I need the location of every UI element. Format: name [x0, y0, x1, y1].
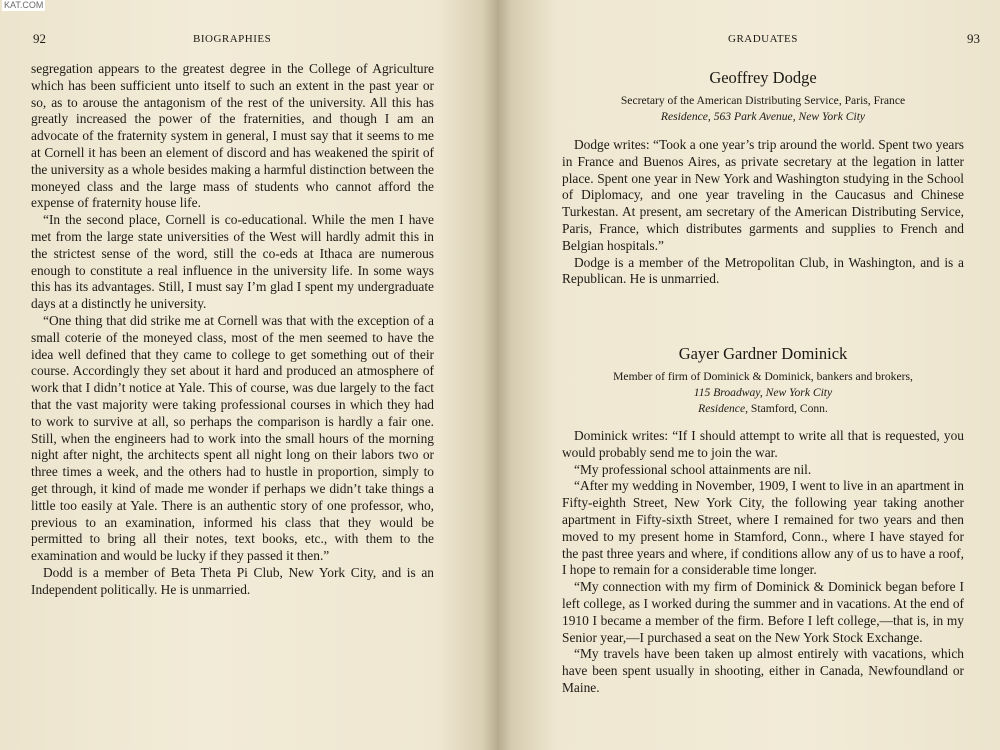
entry-occupation: Member of firm of Dominick & Dominick, bankers and brokers, — [613, 370, 913, 383]
entry-address: 115 Broadway, New York City — [693, 386, 833, 399]
entry-body — [562, 428, 964, 697]
left-page — [0, 0, 497, 750]
paragraph: Dodge writes: “Took a one year’s trip around the world. Spent two years in France and Buenos Aires, as private secretary at the legation in latter place. Spent one year in New York and Washington studying in the School of Diplomacy, and one year traveling in the Caucasus and Chinese Turkestan. At present, am secretary of the American Distributing Service, Paris, France, which distributes garments and supplies to French and Belgian hospitals.” — [562, 137, 964, 253]
paragraph: “One thing that did strike me at Cornell was that with the exception of a small coterie of the moneyed class, most of the men seemed to have the idea well defined that they came to college to get something out of their course. Accordingly they set about it hard and produced an atmosphere of work that I didn’t notice at Yale. This of course, was due largely to the fact that the vast majority were taking professional courses in which they had to work to survive at all, so perhaps the comparison is hardly a fair one. Still, when the engineers had to work into the small hours of the morning night after night, the architects spent all night long on their labors two or three times a week, and the others had to hustle in proportion, simply to get through, it kind of made me wonder if perhaps we didn’t take things a little too easily at Yale. There is an authentic story of one professor, who, previous to an examination, informed his class that they would be permitted to bring all their notes, text books, etc., with them to the examination and would be lucky if they passed it then.” — [31, 312, 434, 564]
paragraph: segregation appears to the greatest degree in the College of Agriculture which has been sufficient unto itself to such an extent in the past year or so, as to arouse the antagonism of the rest of the university. All this has greatly increased the power of the fraternities, and though I am an advocate of the fraternity system in general, I must say that it seems to me at Cornell it has been an element of discord and has weakened the spirit of the university as a whole besides making a harmful distinction between the moneyed class and the large mass of students who cannot afford the expense of fraternity house life. — [31, 61, 434, 211]
entry-name: Geoffrey Dodge — [709, 68, 817, 87]
watermark: KAT.COM — [4, 0, 44, 10]
right-page — [497, 0, 1000, 750]
running-head-left: BIOGRAPHIES — [193, 33, 272, 45]
paragraph: “My professional school attainments are nil. — [574, 461, 812, 477]
paragraph: “In the second place, Cornell is co-educational. While the men I have met from the large state universities of the West will hardly admit this in the strictest sense of the word, still the co-eds at Ithaca are numerous enough to constitute a real influence in the university life. In some ways this has its advantages. Still, I must say I’m glad I spent my undergraduate days at a distinctly he university. — [31, 212, 434, 312]
page-number-right: 93 — [967, 31, 980, 46]
paragraph: Dodge is a member of the Metropolitan Club, in Washington, and is a Republican. He is unmarried. — [562, 254, 964, 287]
paragraph: “My travels have been taken up almost entirely with vacations, which have been spent usually in shooting, either in Canada, Newfoundland or Maine. — [562, 646, 964, 695]
paragraph: “My connection with my firm of Dominick & Dominick began before I left college, as I worked during the summer and in vacations. At the end of 1910 I became a member of the firm. Before I left college,—that is, in my Senior year,—I purchased a seat on the New York Stock Exchange. — [562, 579, 964, 645]
page-number-left: 92 — [33, 31, 46, 46]
paragraph: Dodd is a member of Beta Theta Pi Club, New York City, and is an Independent politically. He is unmarried. — [31, 564, 434, 597]
entry-occupation: Secretary of the American Distributing Service, Paris, France — [620, 94, 906, 107]
entry-body — [562, 137, 964, 288]
left-page-body — [31, 61, 434, 599]
paragraph: Dominick writes: “If I should attempt to write all that is requested, you would probably send me to join the war. — [562, 428, 964, 460]
entry-residence: Residence, Stamford, Conn. — [698, 402, 828, 415]
running-head-right: GRADUATES — [728, 33, 798, 45]
entry-name: Gayer Gardner Dominick — [678, 344, 848, 363]
paragraph: “After my wedding in November, 1909, I went to live in an apartment in Fifty-eighth Street, New York City, the following year taking another apartment in Fifty-sixth Street, where I remained for two years and then moved to my present home in Stamford, Conn., where I have stayed for the past three years and where, if conditions allow any of us to have a roof, I hope to remain for a considerable time longer. — [562, 478, 964, 578]
entry-residence: Residence, 563 Park Avenue, New York City — [660, 110, 866, 123]
